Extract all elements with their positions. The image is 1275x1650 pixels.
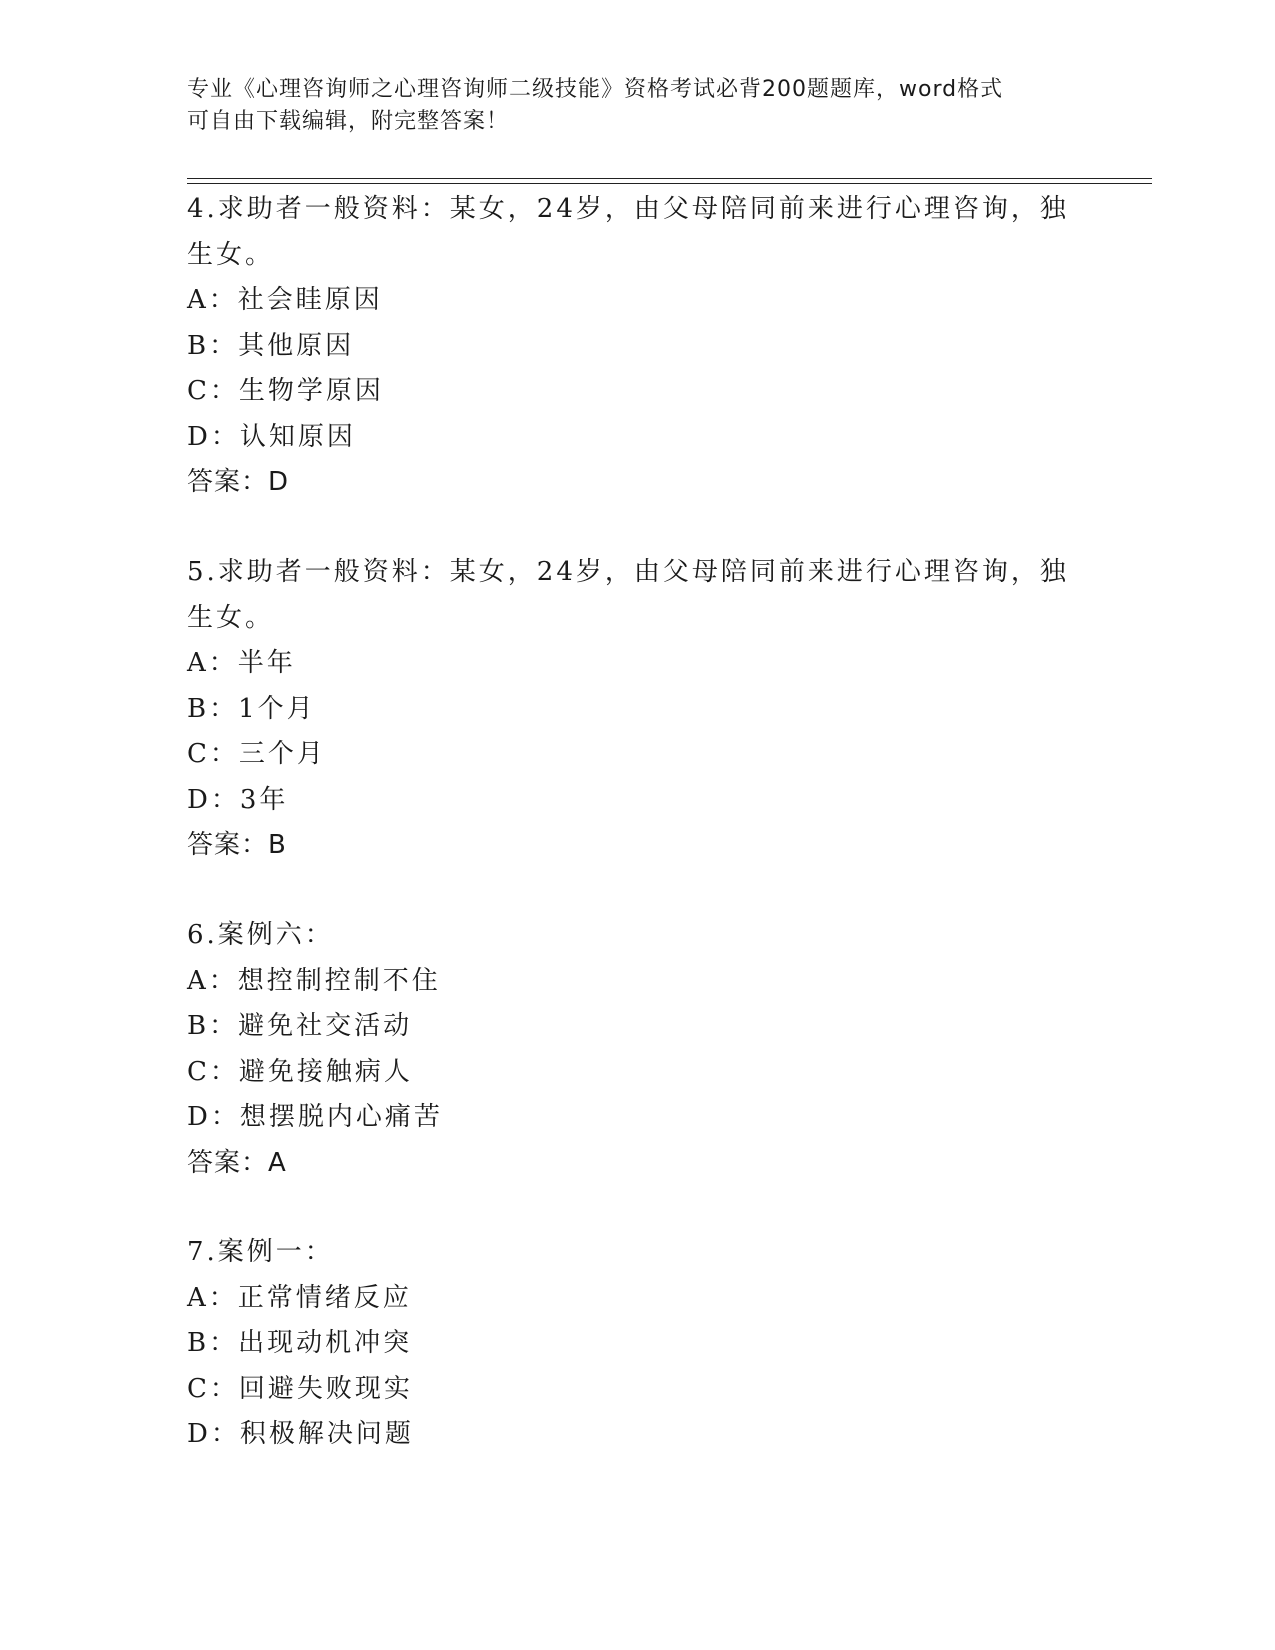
question-stem-line: 生女。 bbox=[187, 239, 275, 270]
question-stem-line: 6.案例六： bbox=[187, 920, 334, 950]
option-c: C：避免接触病人 bbox=[187, 1056, 413, 1087]
question-stem-line: 7.案例一： bbox=[187, 1237, 334, 1267]
option-c: C：三个月 bbox=[187, 739, 326, 769]
question-stem-line: 4.求助者一般资料：某女，24岁，由父母陪同前来进行心理咨询，独 bbox=[187, 194, 1069, 224]
question-stem-line: 5.求助者一般资料：某女，24岁，由父母陪同前来进行心理咨询，独 bbox=[187, 557, 1069, 587]
question-6 bbox=[187, 913, 1087, 1186]
answer-line: 答案：A bbox=[187, 1147, 287, 1178]
header-line-1: 专业《心理咨询师之心理咨询师二级技能》资格考试必背200题题库，word格式 bbox=[187, 77, 1004, 102]
answer-line: 答案：B bbox=[187, 830, 287, 860]
option-c: C：回避失败现实 bbox=[187, 1373, 413, 1404]
option-a: A：想控制控制不住 bbox=[187, 965, 441, 996]
option-b: B：避免社交活动 bbox=[187, 1011, 413, 1041]
option-b: B：1个月 bbox=[187, 693, 316, 724]
answer-line: 答案：D bbox=[187, 467, 290, 497]
header-divider-top bbox=[187, 178, 1152, 179]
header-line-2: 可自由下载编辑，附完整答案！ bbox=[187, 109, 510, 134]
option-a: A：正常情绪反应 bbox=[187, 1282, 412, 1313]
document-header bbox=[187, 74, 1067, 138]
option-c: C：生物学原因 bbox=[187, 376, 384, 406]
option-b: B：其他原因 bbox=[187, 330, 355, 361]
option-d: D：积极解决问题 bbox=[187, 1419, 414, 1449]
option-a: A：社会眭原因 bbox=[187, 285, 383, 315]
option-b: B：出现动机冲突 bbox=[187, 1328, 413, 1358]
option-d: D：想摆脱内心痛苦 bbox=[187, 1102, 443, 1132]
option-d: D：认知原因 bbox=[187, 421, 356, 452]
question-4 bbox=[187, 187, 1087, 506]
question-5 bbox=[187, 550, 1087, 869]
option-d: D：3年 bbox=[187, 784, 289, 815]
question-7 bbox=[187, 1230, 1087, 1458]
option-a: A：半年 bbox=[187, 648, 296, 678]
header-divider-bottom bbox=[187, 183, 1152, 184]
question-stem-line: 生女。 bbox=[187, 602, 275, 633]
